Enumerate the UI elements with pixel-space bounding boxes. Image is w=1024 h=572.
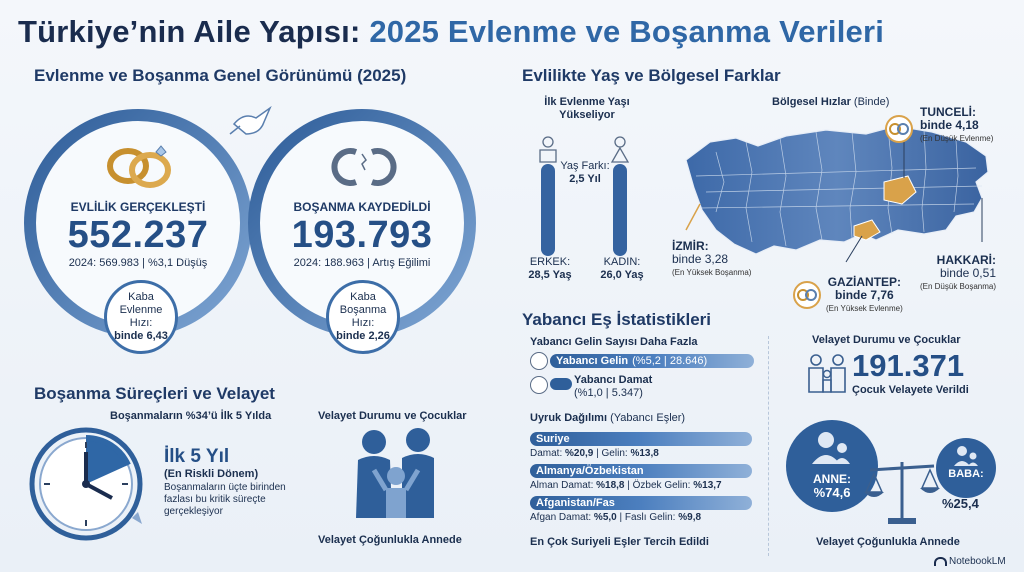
risky-label: (En Riskli Dönem) bbox=[164, 468, 259, 480]
mother-child-icon bbox=[810, 430, 854, 466]
marriage-rate-value: binde 6,43 bbox=[114, 330, 168, 342]
male-age bbox=[524, 256, 576, 282]
groom-icon bbox=[530, 376, 548, 394]
hakkari-value: binde 0,51 bbox=[939, 266, 996, 280]
gaziantep-label bbox=[826, 276, 903, 315]
tunceli-label bbox=[920, 106, 993, 145]
marriage-rate-bubble bbox=[104, 280, 178, 354]
nat-v2-2: %9,8 bbox=[678, 512, 702, 523]
nat-v1-1: %18,8 bbox=[596, 480, 625, 491]
foreign-footer: En Çok Suriyeli Eşler Tercih Edildi bbox=[530, 536, 709, 548]
title-part2: 2025 Evlenme ve Boşanma Verileri bbox=[369, 14, 885, 49]
marriage-label: EVLİLİK GERÇEKLEŞTİ bbox=[70, 200, 206, 214]
custody-title-left: Velayet Durumu ve Çocuklar bbox=[318, 410, 467, 422]
father-label: BABA: bbox=[948, 468, 984, 480]
clock-icon bbox=[28, 418, 148, 546]
foreign-heading: Yabancı Eş İstatistikleri bbox=[522, 310, 711, 329]
gaziantep-note: (En Yüksek Evlenme) bbox=[826, 304, 903, 313]
marriage-value: 552.237 bbox=[67, 214, 209, 256]
female-age-label: KADIN: bbox=[603, 256, 641, 268]
father-value: %25,4 bbox=[942, 496, 979, 511]
izmir-name: İZMİR: bbox=[672, 239, 709, 253]
process-heading: Boşanma Süreçleri ve Velayet bbox=[34, 384, 275, 403]
nat-item-1 bbox=[530, 464, 756, 496]
nat-item-2 bbox=[530, 496, 756, 528]
nat-detail-1 bbox=[530, 480, 756, 491]
tunceli-note: (En Düşük Evlenme) bbox=[920, 134, 994, 143]
notebooklm-logo-icon bbox=[934, 557, 947, 566]
custody-caption-left: Velayet Çoğunlukla Annede bbox=[318, 534, 462, 546]
izmir-value: binde 3,28 bbox=[672, 252, 729, 266]
region-title bbox=[772, 96, 889, 108]
male-age-label: ERKEK: bbox=[529, 256, 571, 268]
age-gap bbox=[555, 160, 615, 186]
gaziantep-ring-icon bbox=[792, 280, 822, 310]
first5-block bbox=[164, 446, 304, 518]
marriage-panel bbox=[48, 200, 228, 269]
nat-name-1: Almanya/Özbekistan bbox=[530, 464, 752, 478]
nat-v1-2: %5,0 bbox=[593, 512, 617, 523]
nat-d2-0: | Gelin: bbox=[593, 448, 631, 459]
bride-label: Yabancı Gelin bbox=[556, 355, 629, 367]
izmir-label bbox=[672, 240, 751, 279]
divorce-rate-value: binde 2,26 bbox=[336, 330, 390, 342]
age-bars bbox=[528, 134, 648, 258]
groom-text bbox=[574, 374, 652, 400]
groom-row bbox=[530, 374, 750, 404]
bride-detail: (%5,2 | 28.646) bbox=[632, 355, 708, 367]
custody-title-right: Velayet Durumu ve Çocuklar bbox=[812, 334, 961, 346]
bride-row bbox=[530, 352, 750, 370]
nat-d1-1: Alman Damat: bbox=[530, 480, 597, 491]
nat-name-0: Suriye bbox=[530, 432, 752, 446]
groom-label: Yabancı Damat bbox=[574, 374, 653, 386]
nat-d1-2: Afgan Damat: bbox=[530, 512, 594, 523]
tunceli-name: TUNCELİ: bbox=[920, 105, 976, 119]
dove-icon bbox=[230, 108, 270, 134]
divorce-label: BOŞANMA KAYDEDİLDİ bbox=[293, 200, 431, 214]
nat-title-text: Uyruk Dağılımı bbox=[530, 412, 608, 424]
nat-d2-1: | Özbek Gelin: bbox=[624, 480, 694, 491]
divorce-panel bbox=[272, 200, 452, 269]
marriage-rate-title: Kaba Evlenme Hızı: bbox=[119, 291, 163, 329]
gaziantep-name: GAZİANTEP: bbox=[827, 275, 902, 289]
male-age-value: 28,5 Yaş bbox=[528, 269, 572, 281]
age-gap-value: 2,5 Yıl bbox=[569, 173, 601, 185]
age-region-heading: Evlilikte Yaş ve Bölgesel Farklar bbox=[522, 66, 781, 85]
nat-detail-2 bbox=[530, 512, 756, 523]
first5-label: İlk 5 Yıl bbox=[164, 446, 230, 467]
mother-value: %74,6 bbox=[813, 485, 851, 500]
nat-v2-0: %13,8 bbox=[630, 448, 659, 459]
divorce-value: 193.793 bbox=[291, 214, 433, 256]
clock-caption: Boşanmaların %34’ü İlk 5 Yılda bbox=[110, 410, 272, 422]
gaziantep-value: binde 7,76 bbox=[835, 288, 894, 302]
region-title-text: Bölgesel Hızlar bbox=[772, 96, 851, 108]
custody-number: 191.371 bbox=[852, 348, 965, 383]
custody-caption: Çocuk Velayete Verildi bbox=[852, 384, 969, 396]
izmir-note: (En Yüksek Boşanma) bbox=[672, 268, 752, 277]
female-age bbox=[594, 256, 650, 282]
page-title bbox=[18, 14, 884, 50]
nat-sub: (Yabancı Eşler) bbox=[610, 412, 686, 424]
hakkari-note: (En Düşük Boşanma) bbox=[919, 282, 996, 291]
bride-bar bbox=[550, 354, 754, 368]
region-unit: (Binde) bbox=[853, 96, 890, 108]
marriage-prev: 2024: 569.983 | %3,1 Düşüş bbox=[68, 257, 208, 269]
risky-desc: Boşanmaların üçte birinden fazlası bu kritik süreçte gerçekleşiyor bbox=[164, 482, 286, 517]
hakkari-name: HAKKARİ: bbox=[936, 253, 996, 267]
brand-text: NotebookLM bbox=[949, 556, 1006, 567]
overview-heading: Evlenme ve Boşanma Genel Görünümü (2025) bbox=[34, 66, 407, 85]
nat-v1-0: %20,9 bbox=[565, 448, 594, 459]
parents-child-icon bbox=[806, 354, 848, 394]
scale-icon bbox=[862, 456, 942, 528]
female-age-value: 26,0 Yaş bbox=[600, 269, 644, 281]
divorce-prev: 2024: 188.963 | Artış Eğilimi bbox=[293, 257, 431, 269]
age-gap-label: Yaş Farkı: bbox=[560, 160, 610, 172]
nat-d1-0: Damat: bbox=[530, 448, 566, 459]
brand bbox=[934, 556, 1006, 567]
groom-bar bbox=[550, 378, 572, 390]
nat-list bbox=[530, 432, 756, 528]
father-child-icon bbox=[952, 444, 980, 468]
nat-item-0 bbox=[530, 432, 756, 464]
nat-v2-1: %13,7 bbox=[693, 480, 722, 491]
age-title: İlk Evlenme Yaşı Yükseliyor bbox=[544, 96, 630, 121]
divider bbox=[768, 336, 769, 556]
father-circle bbox=[936, 438, 996, 498]
nat-title bbox=[530, 412, 685, 424]
hakkari-label bbox=[919, 253, 996, 293]
divorce-rate-title: Kaba Boşanma Hızı: bbox=[339, 291, 387, 329]
nat-d2-2: | Faslı Gelin: bbox=[616, 512, 679, 523]
title-part1: Türkiye’nin Aile Yapısı: bbox=[18, 14, 361, 49]
bride-icon bbox=[530, 352, 548, 370]
nat-detail-0 bbox=[530, 448, 756, 459]
foreign-sub: Yabancı Gelin Sayısı Daha Fazla bbox=[530, 336, 698, 348]
custody-footer: Velayet Çoğunlukla Annede bbox=[816, 536, 960, 548]
tunceli-value: binde 4,18 bbox=[920, 118, 979, 132]
mother-label: ANNE: bbox=[813, 472, 851, 486]
groom-detail: (%1,0 | 5.347) bbox=[574, 387, 643, 399]
nat-name-2: Afganistan/Fas bbox=[530, 496, 752, 510]
family-icon bbox=[352, 426, 442, 526]
tunceli-ring-icon bbox=[884, 114, 914, 144]
divorce-rate-bubble bbox=[326, 280, 400, 354]
